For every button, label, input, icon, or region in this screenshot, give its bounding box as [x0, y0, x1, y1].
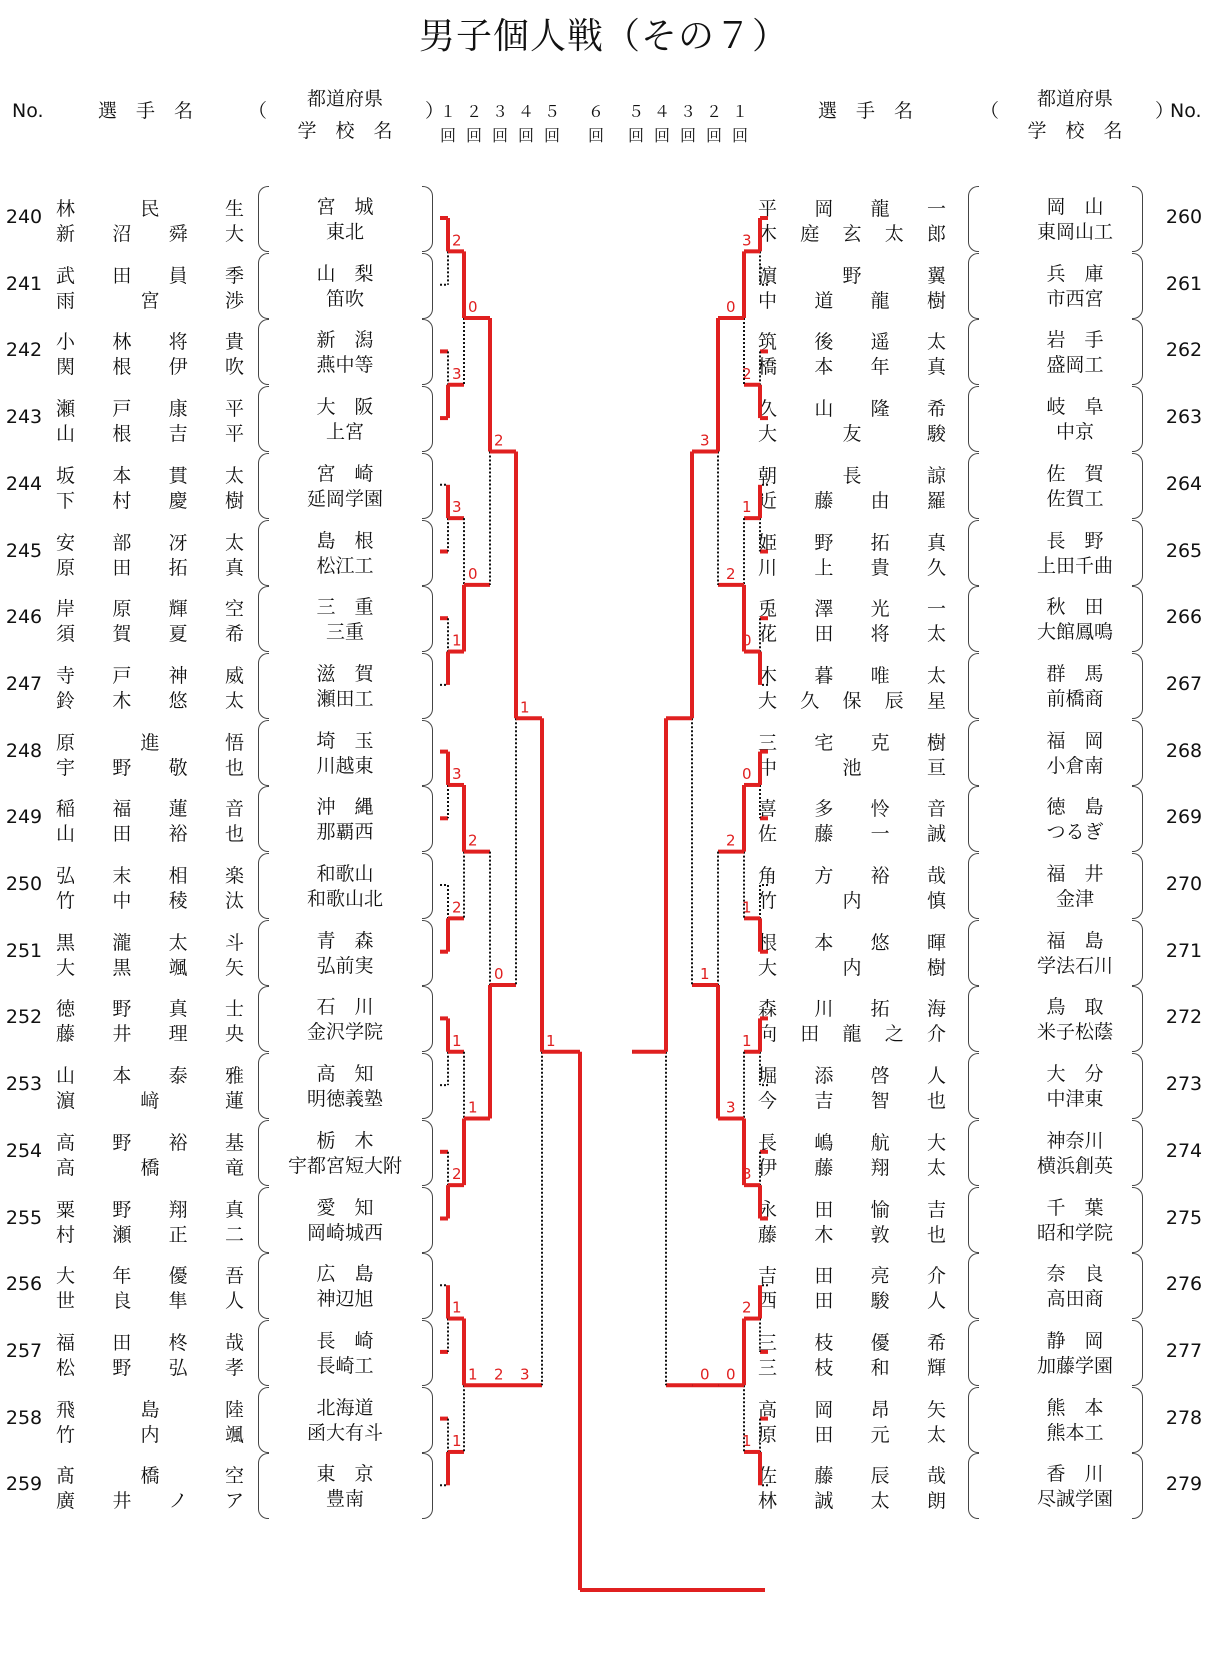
school-name: 東北	[325, 221, 364, 243]
match-score: 3	[742, 1165, 752, 1184]
header-paren-open-right: （	[980, 100, 1000, 122]
school-name: つるぎ	[1046, 821, 1104, 844]
entry-number: 267	[1165, 672, 1203, 695]
entry-number: 264	[1165, 472, 1203, 495]
player-name: 瀬 戸 康 平	[56, 398, 244, 421]
school-name: 市西宮	[1046, 287, 1104, 310]
prefecture: 岡 山	[1046, 196, 1104, 218]
player-name: 松 野 弘 孝	[56, 1356, 244, 1379]
player-name: 鈴 木 悠 太	[56, 689, 244, 712]
prefecture: 沖 縄	[316, 796, 374, 819]
header-player-left: 選 手 名	[98, 100, 194, 122]
match-score: 2	[468, 831, 478, 850]
player-name: 坂 本 貫 太	[56, 464, 244, 487]
entry-number: 266	[1165, 606, 1203, 629]
round-header-left-3: ３ 回	[491, 102, 508, 145]
match-score: 3	[452, 364, 462, 383]
player-name: 大 友 駿	[758, 423, 946, 446]
school-name: 東岡山工	[1036, 221, 1113, 243]
entry-number: 250	[5, 873, 43, 895]
round-header-right-2: ２ 回	[705, 102, 722, 145]
school-name: 宇都宮短大附	[287, 1154, 402, 1177]
player-name: 廣 井 ノ ア	[56, 1490, 244, 1513]
header-no-left: No.	[12, 100, 44, 122]
school-name: 長崎工	[316, 1354, 374, 1377]
match-score: 0	[726, 298, 736, 317]
player-name: 林 民 生	[56, 198, 244, 220]
match-score: 3	[452, 764, 462, 783]
prefecture: 広 島	[316, 1263, 374, 1286]
prefecture: 山 梨	[316, 262, 374, 285]
player-name: 佐 藤 一 誠	[758, 823, 946, 846]
match-score: 1	[700, 965, 710, 984]
page-title: 男子個人戦（その７）	[418, 16, 789, 57]
school-name: 燕中等	[316, 354, 374, 377]
prefecture: 高 知	[316, 1063, 374, 1086]
player-name: 竹 内 颯	[56, 1423, 244, 1446]
entry-number: 273	[1165, 1073, 1203, 1096]
school-name: 金沢学院	[306, 1021, 383, 1044]
entry-number: 279	[1165, 1473, 1203, 1496]
entry-number: 256	[5, 1273, 43, 1296]
match-score: 2	[726, 564, 736, 583]
player-name: 山 田 裕 也	[56, 823, 244, 846]
player-name: 姫 野 拓 真	[758, 531, 946, 554]
match-score: 2	[452, 231, 462, 250]
match-score: 2	[494, 1365, 504, 1384]
prefecture: 奈 良	[1046, 1263, 1104, 1286]
prefecture: 兵 庫	[1046, 262, 1104, 285]
player-name: 下 村 慶 樹	[56, 489, 244, 512]
player-name: 須 賀 夏 希	[56, 623, 244, 646]
entry-number: 272	[1165, 1006, 1203, 1029]
match-score: 1	[452, 1431, 462, 1450]
match-score: 2	[452, 1165, 462, 1184]
player-name: 髙 橋 空	[56, 1465, 244, 1488]
player-name: 新 沼 舜 大	[56, 223, 244, 245]
school-name: 上宮	[325, 421, 364, 444]
player-name: 近 藤 由 羅	[758, 489, 946, 512]
school-name: 昭和学院	[1036, 1221, 1113, 1244]
school-name: 瀬田工	[316, 687, 374, 710]
entry-number: 240	[5, 206, 43, 228]
prefecture: 長 野	[1046, 529, 1104, 552]
header-school-right: 学 校 名	[1027, 120, 1123, 142]
player-name: 三 枝 優 希	[758, 1331, 946, 1354]
school-name: 尽誠学園	[1036, 1488, 1113, 1511]
entry-number: 277	[1165, 1339, 1203, 1362]
prefecture: 福 井	[1046, 863, 1104, 885]
school-name: 佐賀工	[1046, 487, 1104, 510]
player-name: 藤 井 理 央	[56, 1023, 244, 1046]
player-name: 角 方 裕 哉	[758, 865, 946, 887]
school-name: 那覇西	[316, 821, 374, 844]
round-header-left-2: ２ 回	[465, 102, 482, 145]
school-name: 弘前実	[316, 954, 374, 977]
entry-number: 265	[1165, 539, 1203, 562]
prefecture: 岩 手	[1046, 329, 1104, 352]
match-score: 2	[726, 831, 736, 850]
player-name: 原 田 拓 真	[56, 556, 244, 579]
entry-number: 257	[5, 1339, 43, 1362]
player-name: 花 田 将 太	[758, 623, 946, 646]
player-name: 竹 内 慎	[758, 890, 946, 912]
entry-number: 245	[5, 539, 43, 562]
match-score: 2	[742, 1298, 752, 1317]
prefecture: 大 阪	[316, 396, 374, 419]
entry-number: 263	[1165, 406, 1203, 429]
prefecture: 東 京	[316, 1463, 374, 1486]
entry-number: 246	[5, 606, 43, 629]
match-score: 1	[742, 1031, 752, 1050]
school-name: 上田千曲	[1036, 554, 1113, 577]
school-name: 三重	[325, 621, 364, 644]
player-name: 黒 瀧 太 斗	[56, 931, 244, 954]
school-name: 金津	[1055, 888, 1094, 910]
match-score: 0	[742, 764, 752, 783]
match-score: 0	[468, 564, 478, 583]
prefecture: 香 川	[1046, 1463, 1104, 1486]
match-score: 1	[742, 898, 752, 917]
player-name: 高 橋 竜	[56, 1156, 244, 1179]
entry-number: 278	[1165, 1406, 1203, 1429]
prefecture: 和歌山	[316, 863, 374, 885]
prefecture: 佐 賀	[1046, 462, 1104, 485]
school-name: 中津東	[1046, 1088, 1104, 1111]
entry-number: 255	[5, 1206, 43, 1229]
player-name: 向 田 龍 之 介	[758, 1023, 946, 1046]
player-name: 朝 長 諒	[758, 464, 946, 487]
player-name: 弘 末 相 楽	[56, 865, 244, 887]
entry-number: 258	[5, 1406, 43, 1429]
school-name: 笛吹	[325, 287, 364, 310]
school-name: 和歌山北	[306, 888, 383, 910]
round-header-left-4: ４ 回	[517, 102, 534, 145]
player-name: 寺 戸 神 威	[56, 664, 244, 687]
player-name: 原 田 元 太	[758, 1423, 946, 1446]
player-name: 堀 添 啓 人	[758, 1065, 946, 1088]
player-name: 森 川 拓 海	[758, 998, 946, 1021]
prefecture: 石 川	[316, 996, 374, 1019]
entry-number: 261	[1165, 272, 1203, 295]
player-name: 木 庭 玄 太 郎	[758, 223, 946, 245]
school-name: 高田商	[1046, 1288, 1104, 1311]
player-name: 根 本 悠 暉	[758, 931, 946, 954]
prefecture: 熊 本	[1046, 1396, 1104, 1419]
match-score: 1	[742, 498, 752, 517]
player-name: 関 根 伊 吹	[56, 356, 244, 379]
entry-number: 244	[5, 472, 43, 495]
match-score: 0	[468, 298, 478, 317]
player-name: 山 根 吉 平	[56, 423, 244, 446]
prefecture: 鳥 取	[1046, 996, 1104, 1019]
match-score: 1	[468, 1098, 478, 1117]
school-name: 加藤学園	[1036, 1354, 1113, 1377]
player-name: 粟 野 翔 真	[56, 1198, 244, 1221]
player-name: 喜 多 怜 音	[758, 798, 946, 821]
prefecture: 宮 崎	[316, 462, 374, 485]
entry-number: 249	[5, 806, 43, 829]
entry-number: 262	[1165, 339, 1203, 362]
match-score: 1	[742, 1431, 752, 1450]
player-name: 濵 野 翼	[758, 264, 946, 287]
player-name: 濵 﨑 蓮	[56, 1090, 244, 1113]
header-school-left: 学 校 名	[297, 120, 393, 142]
entry-number: 269	[1165, 806, 1203, 829]
entry-number: 251	[5, 939, 43, 962]
school-name: 大館鳳鳴	[1036, 621, 1113, 644]
prefecture: 神奈川	[1046, 1129, 1104, 1152]
round-header-6: ６ 回	[587, 102, 604, 145]
match-score: 0	[726, 1365, 736, 1384]
player-name: 稲 福 蓮 音	[56, 798, 244, 821]
match-score: 2	[452, 898, 462, 917]
player-name: 永 田 愉 吉	[758, 1198, 946, 1221]
school-name: 熊本工	[1046, 1421, 1104, 1444]
header-no-right: No.	[1170, 100, 1202, 122]
entry-number: 270	[1165, 873, 1203, 895]
match-score: 3	[742, 231, 752, 250]
school-name: 延岡学園	[306, 487, 383, 510]
player-name: 雨 宮 渉	[56, 289, 244, 312]
school-name: 中京	[1055, 421, 1094, 444]
entry-number: 243	[5, 406, 43, 429]
prefecture: 秋 田	[1046, 596, 1104, 619]
prefecture: 静 岡	[1046, 1329, 1104, 1352]
prefecture: 岐 阜	[1046, 396, 1104, 419]
player-name: 山 本 泰 雅	[56, 1065, 244, 1088]
player-name: 西 田 駿 人	[758, 1290, 946, 1313]
round-header-left-1: １ 回	[439, 102, 456, 145]
prefecture: 滋 賀	[316, 662, 374, 685]
entry-number: 242	[5, 339, 43, 362]
entry-number: 241	[5, 272, 43, 295]
school-name: 明徳義塾	[306, 1088, 383, 1111]
school-name: 学法石川	[1036, 954, 1113, 977]
round-header-right-5: ５ 回	[627, 102, 644, 145]
match-score: 2	[494, 431, 504, 450]
player-name: 久 山 隆 希	[758, 398, 946, 421]
prefecture: 福 島	[1046, 929, 1104, 952]
prefecture: 青 森	[316, 929, 374, 952]
player-name: 川 上 貴 久	[758, 556, 946, 579]
player-name: 中 道 龍 樹	[758, 289, 946, 312]
player-name: 飛 島 陸	[56, 1398, 244, 1421]
player-name: 木 暮 唯 太	[758, 664, 946, 687]
header-pref-right: 都道府県	[1036, 88, 1113, 110]
entry-number: 247	[5, 672, 43, 695]
round-header-right-1: １ 回	[731, 102, 748, 145]
entry-number: 275	[1165, 1206, 1203, 1229]
entry-number: 268	[1165, 739, 1203, 762]
player-name: 兎 澤 光 一	[758, 598, 946, 621]
player-name: 三 枝 和 輝	[758, 1356, 946, 1379]
player-name: 福 田 柊 哉	[56, 1331, 244, 1354]
round-header-right-3: ３ 回	[679, 102, 696, 145]
player-name: 筑 後 遥 太	[758, 331, 946, 354]
match-score: 0	[494, 965, 504, 984]
prefecture: 愛 知	[316, 1196, 374, 1219]
match-score: 1	[452, 1298, 462, 1317]
match-score: 2	[742, 364, 752, 383]
prefecture: 群 馬	[1046, 662, 1104, 685]
prefecture: 宮 城	[316, 196, 374, 218]
prefecture: 栃 木	[316, 1129, 374, 1152]
header-player-right: 選 手 名	[818, 100, 914, 122]
school-name: 豊南	[325, 1488, 364, 1511]
round-header-right-4: ４ 回	[653, 102, 670, 145]
player-name: 高 野 裕 基	[56, 1131, 244, 1154]
school-name: 盛岡工	[1046, 354, 1104, 377]
player-name: 今 吉 智 也	[758, 1090, 946, 1113]
school-name: 岡崎城西	[306, 1221, 383, 1244]
player-name: 高 岡 昂 矢	[758, 1398, 946, 1421]
entry-number: 252	[5, 1006, 43, 1029]
player-name: 徳 野 真 士	[56, 998, 244, 1021]
entry-number: 276	[1165, 1273, 1203, 1296]
header-pref-left: 都道府県	[306, 88, 383, 110]
prefecture: 埼 玉	[316, 729, 374, 752]
entry-number: 260	[1165, 206, 1203, 228]
prefecture: 徳 島	[1046, 796, 1104, 819]
match-score: 3	[726, 1098, 736, 1117]
player-name: 林 誠 太 朗	[758, 1490, 946, 1513]
player-name: 大 内 樹	[758, 956, 946, 979]
player-name: 藤 木 敦 也	[758, 1223, 946, 1246]
player-name: 安 部 冴 太	[56, 531, 244, 554]
header-paren-close-left: ）	[425, 100, 445, 122]
prefecture: 長 崎	[316, 1329, 374, 1352]
player-name: 大 年 優 吾	[56, 1265, 244, 1288]
prefecture: 大 分	[1046, 1063, 1104, 1086]
player-name: 佐 藤 辰 哉	[758, 1465, 946, 1488]
prefecture: 三 重	[316, 596, 374, 619]
school-name: 横浜創英	[1036, 1154, 1113, 1177]
player-name: 小 林 将 貴	[56, 331, 244, 354]
match-score: 3	[520, 1365, 530, 1384]
prefecture: 福 岡	[1046, 729, 1104, 752]
player-name: 世 良 隼 人	[56, 1290, 244, 1313]
player-name: 橋 本 年 真	[758, 356, 946, 379]
header-paren-open-left: （	[248, 100, 268, 122]
entry-number: 259	[5, 1473, 43, 1496]
player-name: 伊 藤 翔 太	[758, 1156, 946, 1179]
match-score: 1	[520, 698, 530, 717]
school-name: 函大有斗	[306, 1421, 383, 1444]
school-name: 神辺旭	[316, 1288, 374, 1311]
player-name: 原 進 悟	[56, 731, 244, 754]
round-header-left-5: ５ 回	[543, 102, 560, 145]
player-name: 宇 野 敬 也	[56, 756, 244, 779]
entry-number: 271	[1165, 939, 1203, 962]
prefecture: 北海道	[316, 1396, 374, 1419]
prefecture: 新 潟	[316, 329, 374, 352]
school-name: 小倉南	[1046, 754, 1104, 777]
player-name: 平 岡 龍 一	[758, 198, 946, 220]
player-name: 村 瀬 正 二	[56, 1223, 244, 1246]
player-name: 中 池 亘	[758, 756, 946, 779]
entry-number: 248	[5, 739, 43, 762]
school-name: 川越東	[316, 754, 374, 777]
match-score: 0	[742, 631, 752, 650]
prefecture: 千 葉	[1046, 1196, 1104, 1219]
player-name: 大 久 保 辰 星	[758, 689, 946, 712]
player-name: 吉 田 亮 介	[758, 1265, 946, 1288]
entry-number: 274	[1165, 1139, 1203, 1162]
player-name: 大 黒 颯 矢	[56, 956, 244, 979]
school-name: 前橋商	[1046, 687, 1104, 710]
player-name: 三 宅 克 樹	[758, 731, 946, 754]
match-score: 1	[546, 1031, 556, 1050]
header-paren-close-right: ）	[1155, 100, 1175, 122]
match-score: 3	[700, 431, 710, 450]
entry-number: 253	[5, 1073, 43, 1096]
school-name: 松江工	[316, 554, 374, 577]
school-name: 米子松蔭	[1036, 1021, 1113, 1044]
match-score: 0	[700, 1365, 710, 1384]
match-score: 3	[452, 498, 462, 517]
entry-number: 254	[5, 1139, 43, 1162]
player-name: 竹 中 稜 汰	[56, 890, 244, 912]
prefecture: 島 根	[316, 529, 374, 552]
match-score: 1	[452, 1031, 462, 1050]
match-score: 1	[468, 1365, 478, 1384]
player-name: 岸 原 輝 空	[56, 598, 244, 621]
player-name: 長 嶋 航 大	[758, 1131, 946, 1154]
match-score: 1	[452, 631, 462, 650]
player-name: 武 田 員 季	[56, 264, 244, 287]
